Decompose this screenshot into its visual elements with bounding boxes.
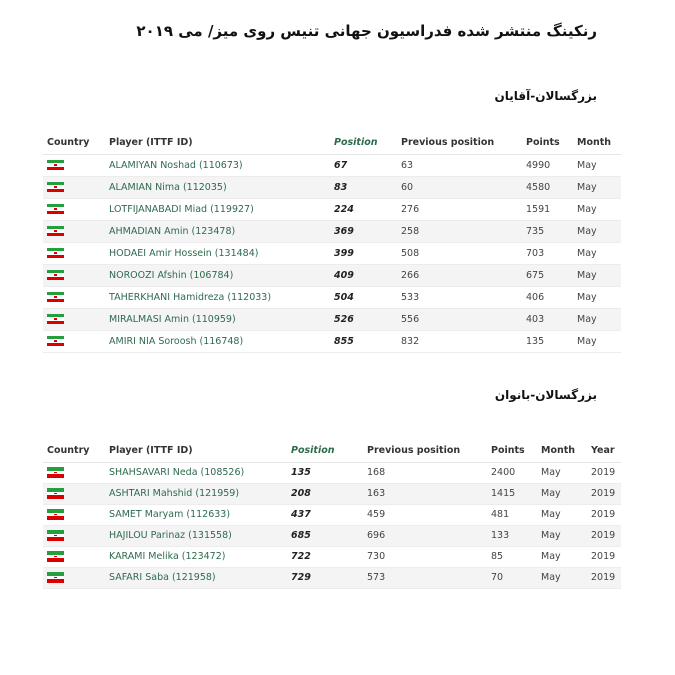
table-row <box>43 546 621 567</box>
men-ranking-table <box>43 134 621 353</box>
points-cell: 1415 <box>487 483 537 504</box>
previous-position-cell: 168 <box>363 462 487 483</box>
player-link[interactable]: HAJILOU Parinaz (131558) <box>105 525 287 546</box>
month-cell: May <box>573 330 621 352</box>
country-cell <box>43 220 105 242</box>
men-section-title: بزرگسالان-آقایان <box>494 89 597 103</box>
iran-flag-icon <box>47 248 64 259</box>
table-row <box>43 154 621 176</box>
points-cell: 675 <box>522 264 573 286</box>
women-ranking-table <box>43 442 621 589</box>
table-row <box>43 176 621 198</box>
header-previous-position: Previous position <box>397 134 522 154</box>
header-position[interactable]: Position <box>287 442 363 462</box>
header-player: Player (ITTF ID) <box>105 442 287 462</box>
player-link[interactable]: KARAMI Melika (123472) <box>105 546 287 567</box>
header-points: Points <box>487 442 537 462</box>
country-cell <box>43 242 105 264</box>
points-cell: 4990 <box>522 154 573 176</box>
year-cell: 2019 <box>587 525 621 546</box>
previous-position-cell: 459 <box>363 504 487 525</box>
previous-position-cell: 533 <box>397 286 522 308</box>
points-cell: 406 <box>522 286 573 308</box>
previous-position-cell: 266 <box>397 264 522 286</box>
page-title: رنکینگ منتشر شده فدراسیون جهانی تنیس روی میز/ می ۲۰۱۹ <box>136 22 597 40</box>
country-cell <box>43 483 105 504</box>
table-row <box>43 483 621 504</box>
previous-position-cell: 258 <box>397 220 522 242</box>
iran-flag-icon <box>47 270 64 281</box>
iran-flag-icon <box>47 314 64 325</box>
player-link[interactable]: SAFARI Saba (121958) <box>105 567 287 588</box>
table-row <box>43 504 621 525</box>
month-cell: May <box>573 264 621 286</box>
player-link[interactable]: AHMADIAN Amin (123478) <box>105 220 330 242</box>
country-cell <box>43 176 105 198</box>
position-cell: 409 <box>330 264 397 286</box>
iran-flag-icon <box>47 292 64 303</box>
player-link[interactable]: AMIRI NIA Soroosh (116748) <box>105 330 330 352</box>
previous-position-cell: 508 <box>397 242 522 264</box>
country-cell <box>43 198 105 220</box>
points-cell: 1591 <box>522 198 573 220</box>
iran-flag-icon <box>47 530 64 541</box>
iran-flag-icon <box>47 509 64 520</box>
header-month: Month <box>573 134 621 154</box>
country-cell <box>43 330 105 352</box>
table-row <box>43 567 621 588</box>
year-cell: 2019 <box>587 567 621 588</box>
points-cell: 403 <box>522 308 573 330</box>
country-cell <box>43 567 105 588</box>
table-header-row <box>43 442 621 462</box>
year-cell: 2019 <box>587 504 621 525</box>
month-cell: May <box>537 546 587 567</box>
month-cell: May <box>573 176 621 198</box>
header-year: Year <box>587 442 621 462</box>
points-cell: 2400 <box>487 462 537 483</box>
points-cell: 85 <box>487 546 537 567</box>
header-country: Country <box>43 442 105 462</box>
month-cell: May <box>573 242 621 264</box>
position-cell: 504 <box>330 286 397 308</box>
table-header-row <box>43 134 621 154</box>
player-link[interactable]: ALAMIYAN Noshad (110673) <box>105 154 330 176</box>
position-cell: 83 <box>330 176 397 198</box>
previous-position-cell: 730 <box>363 546 487 567</box>
month-cell: May <box>573 308 621 330</box>
player-link[interactable]: SAMET Maryam (112633) <box>105 504 287 525</box>
table-row <box>43 308 621 330</box>
month-cell: May <box>537 483 587 504</box>
points-cell: 135 <box>522 330 573 352</box>
table-row <box>43 242 621 264</box>
player-link[interactable]: LOTFIJANABADI Miad (119927) <box>105 198 330 220</box>
points-cell: 4580 <box>522 176 573 198</box>
previous-position-cell: 832 <box>397 330 522 352</box>
country-cell <box>43 264 105 286</box>
table-row <box>43 220 621 242</box>
month-cell: May <box>573 154 621 176</box>
position-cell: 437 <box>287 504 363 525</box>
table-row <box>43 264 621 286</box>
iran-flag-icon <box>47 336 64 347</box>
points-cell: 133 <box>487 525 537 546</box>
previous-position-cell: 60 <box>397 176 522 198</box>
country-cell <box>43 504 105 525</box>
month-cell: May <box>573 286 621 308</box>
year-cell: 2019 <box>587 546 621 567</box>
iran-flag-icon <box>47 204 64 215</box>
country-cell <box>43 525 105 546</box>
iran-flag-icon <box>47 488 64 499</box>
header-month: Month <box>537 442 587 462</box>
previous-position-cell: 276 <box>397 198 522 220</box>
iran-flag-icon <box>47 551 64 562</box>
women-section-title: بزرگسالان-بانوان <box>494 388 597 402</box>
player-link[interactable]: SHAHSAVARI Neda (108526) <box>105 462 287 483</box>
year-cell: 2019 <box>587 462 621 483</box>
header-country: Country <box>43 134 105 154</box>
previous-position-cell: 556 <box>397 308 522 330</box>
month-cell: May <box>573 220 621 242</box>
month-cell: May <box>537 504 587 525</box>
position-cell: 526 <box>330 308 397 330</box>
position-cell: 722 <box>287 546 363 567</box>
year-cell: 2019 <box>587 483 621 504</box>
country-cell <box>43 546 105 567</box>
month-cell: May <box>537 525 587 546</box>
table-row <box>43 286 621 308</box>
month-cell: May <box>537 462 587 483</box>
iran-flag-icon <box>47 572 64 583</box>
points-cell: 735 <box>522 220 573 242</box>
table-row <box>43 198 621 220</box>
table-row <box>43 525 621 546</box>
player-link[interactable]: ALAMIAN Nima (112035) <box>105 176 330 198</box>
player-link[interactable]: TAHERKHANI Hamidreza (112033) <box>105 286 330 308</box>
country-cell <box>43 154 105 176</box>
country-cell <box>43 308 105 330</box>
previous-position-cell: 573 <box>363 567 487 588</box>
position-cell: 685 <box>287 525 363 546</box>
month-cell: May <box>537 567 587 588</box>
country-cell <box>43 462 105 483</box>
position-cell: 399 <box>330 242 397 264</box>
player-link[interactable]: ASHTARI Mahshid (121959) <box>105 483 287 504</box>
month-cell: May <box>573 198 621 220</box>
header-previous-position: Previous position <box>363 442 487 462</box>
iran-flag-icon <box>47 467 64 478</box>
previous-position-cell: 63 <box>397 154 522 176</box>
position-cell: 135 <box>287 462 363 483</box>
header-position[interactable]: Position <box>330 134 397 154</box>
header-player: Player (ITTF ID) <box>105 134 330 154</box>
position-cell: 208 <box>287 483 363 504</box>
previous-position-cell: 696 <box>363 525 487 546</box>
iran-flag-icon <box>47 182 64 193</box>
position-cell: 369 <box>330 220 397 242</box>
player-link[interactable]: MIRALMASI Amin (110959) <box>105 308 330 330</box>
header-points: Points <box>522 134 573 154</box>
points-cell: 481 <box>487 504 537 525</box>
position-cell: 855 <box>330 330 397 352</box>
position-cell: 729 <box>287 567 363 588</box>
points-cell: 70 <box>487 567 537 588</box>
table-row <box>43 330 621 352</box>
player-link[interactable]: HODAEI Amir Hossein (131484) <box>105 242 330 264</box>
position-cell: 224 <box>330 198 397 220</box>
iran-flag-icon <box>47 160 64 171</box>
country-cell <box>43 286 105 308</box>
previous-position-cell: 163 <box>363 483 487 504</box>
position-cell: 67 <box>330 154 397 176</box>
iran-flag-icon <box>47 226 64 237</box>
table-row <box>43 462 621 483</box>
points-cell: 703 <box>522 242 573 264</box>
player-link[interactable]: NOROOZI Afshin (106784) <box>105 264 330 286</box>
